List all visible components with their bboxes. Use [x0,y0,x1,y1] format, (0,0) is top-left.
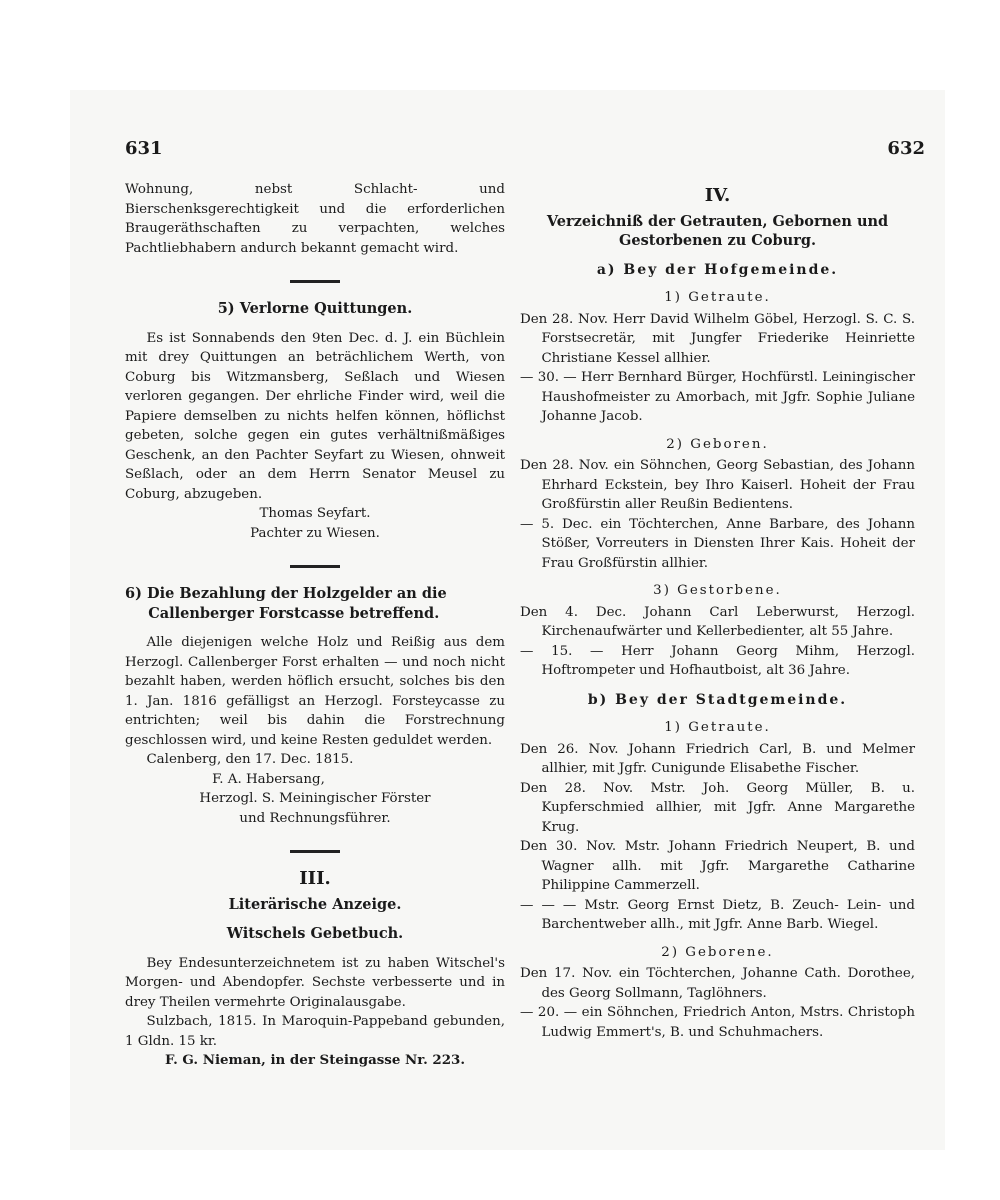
section-heading-wood-payment: 6) Die Bezahlung der Holzgelder an die Callenberger Forstcasse betreffend. [125,585,447,622]
wood-payment-text: Alle diejenigen welche Holz und Reißig aus dem Herzogl. Callenberger Forst erhalten — und noch nicht bezahlt haben, werden höflich ersucht, solches bis den 1. Jan. 1816 gefälligst an Herzogl. Forsteycasse zu entrichten; weil bis dahin die Forstrechnung geschlossen wird, und keine Resten geduldet werden. [125,635,505,748]
section-divider [290,565,340,568]
born-heading: 2) Geboren. [666,436,769,452]
signature-title: und Rechnungsführer. [239,810,391,826]
died-heading: 3) Gestorbene. [653,583,782,598]
court-parish-heading: a) Bey der Hofgemeinde. [596,261,839,278]
section-numeral: III. [299,868,331,889]
book-title: Witschels Gebetbuch. [226,925,404,942]
section-divider [290,280,340,283]
register-entry: — — — Mstr. Georg Ernst Dietz, B. Zeuch- Lein- und Barchentweber allh., mit Jgfr. Anne Barb. Wiegel. [520,897,915,932]
book-price-line: Sulzbach, 1815. In Maroquin-Pappeband gebunden, 1 Gldn. 15 kr. [125,1014,505,1049]
signature-title: Pachter zu Wiesen. [250,525,380,541]
page-number-left: 631 [125,138,163,159]
register-entry: — 30. — Herr Bernhard Bürger, Hochfürstl. Leiningischer Haushofmeister zu Amorbach, mit Jgfr. Sophie Juliane Johanne Jacob. [520,370,915,424]
dateline: Calenberg, den 17. Dec. 1815. [146,752,354,767]
married-heading: 1) Getraute. [664,290,771,305]
book-notice-text: Bey Endesunterzeichnetem ist zu haben Witschel's Morgen- und Abendopfer. Sechste verbesserte und in drey Theilen vermehrte Originalausgabe. [125,955,505,1010]
register-entry: Den 28. Nov. Mstr. Joh. Georg Müller, B. u. Kupferschmied allhier, mit Jgfr. Anne Margarethe Krug. [520,780,915,835]
register-entry: — 5. Dec. ein Töchterchen, Anne Barbare, des Johann Stößer, Vorreuters in Diensten Ihrer Kais. Hoheit der Frau Großfürstin allhier. [520,516,915,571]
signature-name: Thomas Seyfart. [259,506,371,521]
register-entry: Den 17. Nov. ein Töchterchen, Johanne Cath. Dorothee, des Georg Sollmann, Taglöhners. [520,966,915,1001]
register-entry: — 15. — Herr Johann Georg Mihm, Herzogl. Hoftrompeter und Hofhautboist, alt 36 Jahre. [520,643,915,678]
bookseller-signature: F. G. Nieman, in der Steingasse Nr. 223. [164,1052,466,1068]
married-heading: 1) Getraute. [664,720,771,735]
born-heading: 2) Geborene. [661,944,774,960]
section-divider [290,850,340,853]
signature-title: Herzogl. S. Meiningischer Förster [199,791,431,806]
register-entry: — 20. — ein Söhnchen, Friedrich Anton, Mstrs. Christoph Ludwig Emmert's, B. und Schuhmachers. [520,1005,915,1040]
register-entry: Den 26. Nov. Johann Friedrich Carl, B. und Melmer allhier, mit Jgfr. Cunigunde Elisabethe Fischer. [520,741,915,776]
page-number-right: 632 [887,138,925,159]
section-numeral: IV. [704,185,731,206]
lost-receipts-text: Es ist Sonnabends den 9ten Dec. d. J. ein Büchlein mit drey Quittungen an beträchlichem Werth, von Coburg bis Witzmansberg, Seßlach und Wiesen verloren gegangen. Der ehrliche Finder wird, weil die Papiere demselben zu nichts helfen können, höflichst gebeten, solche gegen ein gutes verhältnißmäßiges Geschenk, an den Pachter Seyfart zu Wiesen, ohnweit Seßlach, oder an dem Herrn Senator Meusel zu Coburg, abzugeben. [125,330,505,502]
right-column [520,180,915,1042]
literary-notice-heading: Literärische Anzeige. [228,895,402,913]
newspaper-page [70,90,945,1150]
left-column [125,180,505,1071]
register-entry: Den 28. Nov. ein Söhnchen, Georg Sebastian, des Johann Ehrhard Eckstein, bey Ihro Kaiserl. Hoheit der Frau Großfürstin aller Reußin Bedientens. [520,458,915,512]
register-entry: Den 30. Nov. Mstr. Johann Friedrich Neupert, B. und Wagner allh. mit Jgfr. Margarethe Catharine Philippine Cammerzell. [520,839,915,893]
register-entry: Den 28. Nov. Herr David Wilhelm Göbel, Herzogl. S. C. S. Forstsecretär, mit Jungfer Friederike Heinriette Christiane Kessel allhier. [520,311,915,366]
register-entry: Den 4. Dec. Johann Carl Leberwurst, Herzogl. Kirchenaufwärter und Kellerbedienter, alt 55 Jahre. [520,604,915,639]
intro-paragraph: Wohnung, nebst Schlacht- und Bierschenksgerechtigkeit und die erforderlichen Braugeräthschaften zu verpachten, welches Pachtliebhabern andurch bekannt gemacht wird. [125,182,505,256]
section-heading-lost-receipts: 5) Verlorne Quittungen. [217,300,413,317]
city-parish-heading: b) Bey der Stadtgemeinde. [587,691,848,708]
register-heading: Verzeichniß der Getrauten, Gebornen und Gestorbenen zu Coburg. [546,212,889,249]
signature-name: F. A. Habersang, [212,771,325,787]
